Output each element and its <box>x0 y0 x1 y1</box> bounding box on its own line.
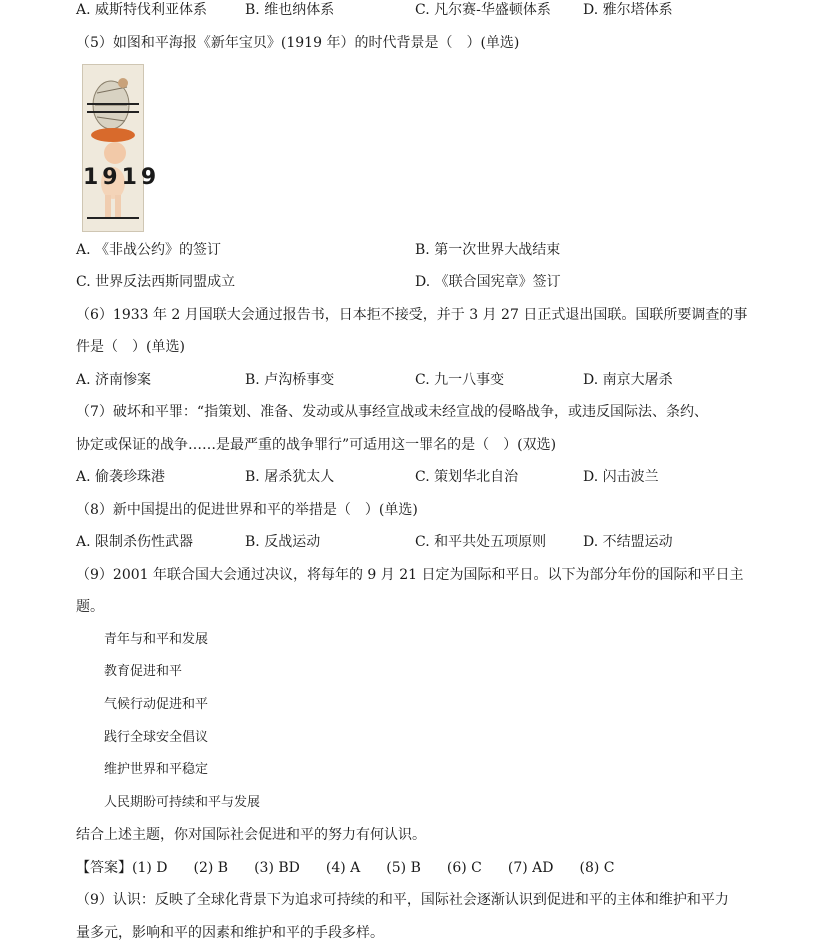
poster-year: 1919 <box>83 165 161 190</box>
answer-item: (5) B <box>386 860 421 876</box>
answer-explain-line1: （9）认识：反映了全球化背景下为追求可持续的和平，国际社会逐渐认识到促进和平的主体和维护和平力 <box>76 892 729 908</box>
answer-item: (6) C <box>446 860 482 876</box>
q5-stem: （5）如图和平海报《新年宝贝》(1919 年）的时代背景是（ ）(单选) <box>76 35 520 51</box>
q5-option-c: C. 世界反法西斯同盟成立 <box>76 274 236 290</box>
q7-stem-line2: 协定或保证的战争……是最严重的战争罪行”可适用这一罪名的是（ ）(双选) <box>76 437 557 453</box>
q9-theme: 青年与和平和发展 <box>104 632 209 647</box>
q7-stem-line1: （7）破坏和平罪：“指策划、准备、发动或从事经宣战或未经宣战的侵略战争，或违反国际法、条约、 <box>76 404 709 420</box>
baby-illustration <box>83 65 161 231</box>
poster-line-top <box>87 103 139 105</box>
q6-option-c: C. 九一八事变 <box>415 372 505 388</box>
q7-option-a: A. 偷袭珍珠港 <box>76 469 166 485</box>
q6-option-a: A. 济南惨案 <box>76 372 152 388</box>
q5-option-d: D. 《联合国宪章》签订 <box>415 274 561 290</box>
answer-item: (8) C <box>579 860 615 876</box>
peace-poster-image <box>82 64 161 232</box>
q5-option-a: A. 《非战公约》的签订 <box>76 242 222 258</box>
poster-line-top-2 <box>87 111 139 113</box>
q9-theme: 人民期盼可持续和平与发展 <box>104 795 261 810</box>
q8-option-d: D. 不结盟运动 <box>583 534 673 550</box>
answer-item: (2) B <box>193 860 229 876</box>
answer-item: (1) D <box>132 860 168 876</box>
q9-theme: 践行全球安全倡议 <box>104 730 209 745</box>
q4-option-c: C. 凡尔赛-华盛顿体系 <box>415 2 551 18</box>
q8-option-b: B. 反战运动 <box>245 534 321 550</box>
answer-label: 【答案】 <box>76 860 132 876</box>
answer-item: (7) AD <box>507 860 554 876</box>
answer-item: (4) A <box>325 860 361 876</box>
q9-prompt: 结合上述主题，你对国际社会促进和平的努力有何认识。 <box>76 827 426 843</box>
q9-theme: 维护世界和平稳定 <box>104 762 209 777</box>
q8-option-c: C. 和平共处五项原则 <box>415 534 547 550</box>
q6-option-d: D. 南京大屠杀 <box>583 372 673 388</box>
q6-option-b: B. 卢沟桥事变 <box>245 372 335 388</box>
q4-option-a: A. 威斯特伐利亚体系 <box>76 2 208 18</box>
q4-option-d: D. 雅尔塔体系 <box>583 2 673 18</box>
q9-stem-line2: 题。 <box>76 599 104 615</box>
q7-option-c: C. 策划华北自治 <box>415 469 519 485</box>
answer-line <box>76 858 641 878</box>
q9-stem-line1: （9）2001 年联合国大会通过决议，将每年的 9 月 21 日定为国际和平日。以下为部分年份的国际和平日主 <box>76 567 744 583</box>
q7-option-d: D. 闪击波兰 <box>583 469 659 485</box>
answer-explain-line2: 量多元，影响和平的因素和维护和平的手段多样。 <box>76 925 384 941</box>
poster-line-bottom <box>87 217 139 219</box>
answer-item: (3) BD <box>254 860 300 876</box>
q6-stem-line2: 件是（ ）(单选) <box>76 339 185 355</box>
q6-stem-line1: （6）1933 年 2 月国联大会通过报告书，日本拒不接受，并于 3 月 27 日正式退出国联。国联所要调查的事 <box>76 307 748 323</box>
q8-option-a: A. 限制杀伤性武器 <box>76 534 194 550</box>
q5-option-b: B. 第一次世界大战结束 <box>415 242 561 258</box>
q9-theme: 气候行动促进和平 <box>104 697 209 712</box>
q7-option-b: B. 屠杀犹太人 <box>245 469 335 485</box>
q9-theme: 教育促进和平 <box>104 664 183 679</box>
q4-option-b: B. 维也纳体系 <box>245 2 335 18</box>
q8-stem: （8）新中国提出的促进世界和平的举措是（ ）(单选) <box>76 502 418 518</box>
